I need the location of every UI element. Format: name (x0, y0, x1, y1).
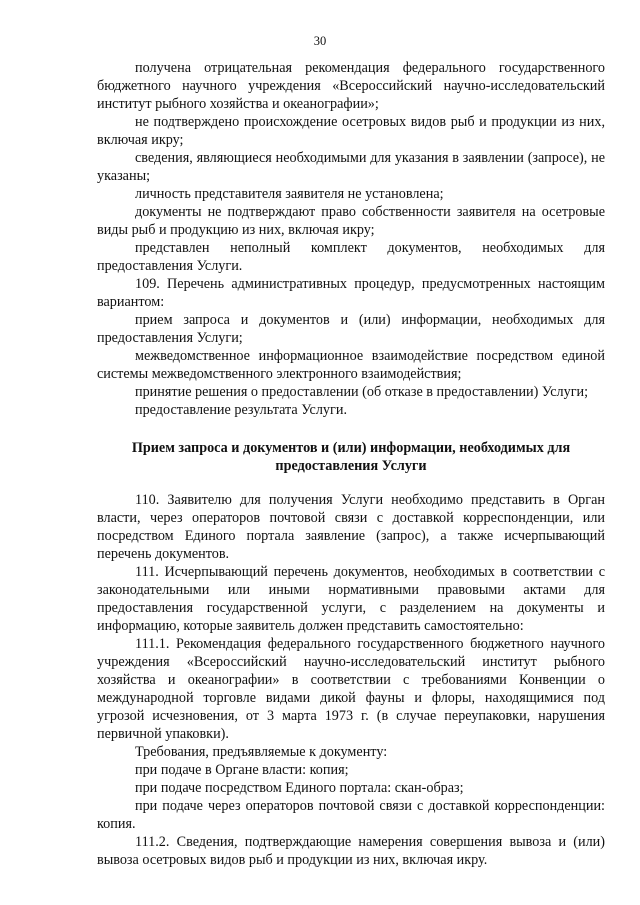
paragraph: предоставление результата Услуги. (135, 402, 347, 418)
paragraph: 109. Перечень административных процедур, предусмотренных настоящим вариантом: (97, 276, 605, 310)
section-heading: Прием запроса и документов и (или) информации, необходимых для предоставления Услуги (131, 440, 571, 474)
paragraph: Требования, предъявляемые к документу: (135, 744, 388, 760)
document-body (97, 59, 605, 869)
paragraph: прием запроса и документов и (или) информации, необходимых для предоставления Услуги; (97, 312, 605, 346)
page-number: 30 (313, 34, 327, 48)
paragraph: 111. Исчерпывающий перечень документов, необходимых в соответствии с законодательными или иными нормативными правовыми актами для предоставления государственной услуги, с разделением на документы и информацию, которые заявитель должен представить самостоятельно: (97, 564, 605, 634)
paragraph: личность представителя заявителя не установлена; (135, 186, 444, 202)
paragraph: документы не подтверждают право собственности заявителя на осетровые виды рыб и продукцию из них, включая икру; (97, 204, 605, 238)
paragraph: межведомственное информационное взаимодействие посредством единой системы межведомственного электронного взаимодействия; (97, 348, 605, 382)
paragraph: не подтверждено происхождение осетровых видов рыб и продукции из них, включая икру; (97, 114, 605, 148)
paragraph: при подаче в Органе власти: копия; (135, 762, 349, 778)
paragraph: 111.1. Рекомендация федерального государственного бюджетного научного учреждения «Всероссийский научно-исследовательский институт рыбного хозяйства и океанографии» в соответствии с требованиями Конвенции о международной торговле видами дикой фауны и флоры, находящимися под угрозой исчезновения, от 3 марта 1973 г. (в случае переупаковки, нарушения первичной упаковки). (97, 636, 605, 742)
paragraph: принятие решения о предоставлении (об отказе в предоставлении) Услуги; (135, 384, 589, 400)
paragraph: при подаче посредством Единого портала: скан-образ; (135, 780, 464, 796)
paragraph: сведения, являющиеся необходимыми для указания в заявлении (запросе), не указаны; (97, 150, 605, 184)
paragraph: получена отрицательная рекомендация федерального государственного бюджетного научного учреждения «Всероссийский научно-исследовательский институт рыбного хозяйства и океанографии»; (97, 60, 605, 112)
paragraph: представлен неполный комплект документов, необходимых для предоставления Услуги. (97, 240, 605, 274)
paragraph: 110. Заявителю для получения Услуги необходимо представить в Орган власти, через операторов почтовой связи с доставкой корреспонденции, или посредством Единого портала заявление (запрос), а также исчерпывающий перечень документов. (97, 492, 605, 562)
paragraph: 111.2. Сведения, подтверждающие намерения совершения вывоза и (или) вывоза осетровых видов рыб и продукции из них, включая икру. (97, 834, 605, 868)
paragraph: при подаче через операторов почтовой связи с доставкой корреспонденции: копия. (97, 798, 605, 832)
